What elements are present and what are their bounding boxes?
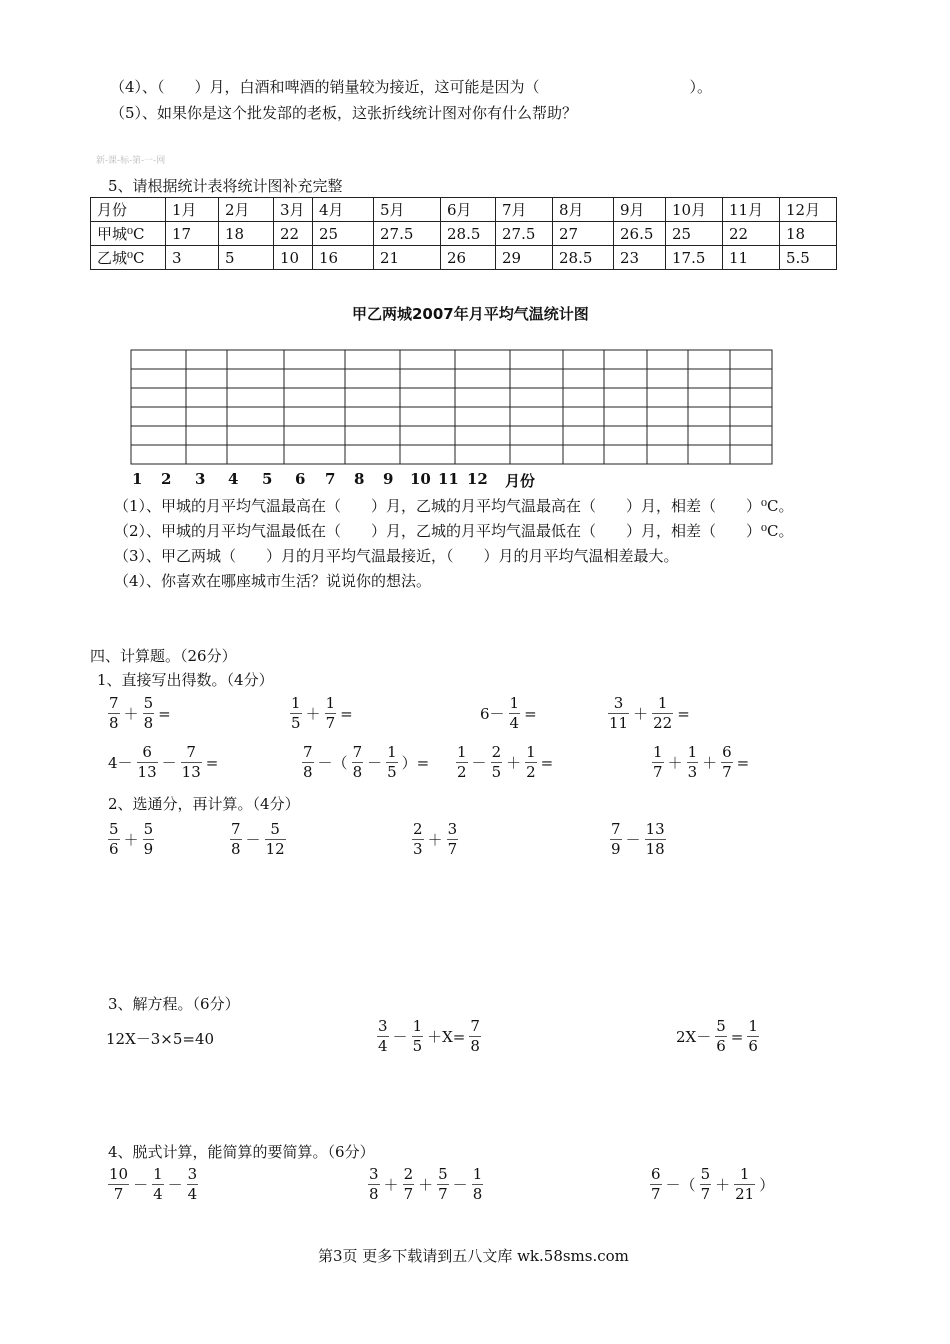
numerator: 2 [413, 820, 423, 838]
blank-chart-grid [130, 349, 774, 467]
numerator: 5 [700, 1165, 711, 1183]
numerator: 1 [325, 694, 336, 712]
numerator: 1 [657, 694, 668, 712]
x-tick-label: 3 [195, 470, 206, 488]
table-cell: 6月 [441, 198, 496, 222]
equation-3: 2X－ $\frac{5}{6}$ = $\frac{1}{6}$ [676, 1017, 758, 1055]
x-tick-label: 6 [295, 470, 306, 488]
expression: $\frac{1}{2}$ － $\frac{2}{5}$ ＋ $\frac{1}{2}$ = [457, 743, 554, 781]
denominator: 8 [352, 763, 363, 781]
numerator: 1 [526, 743, 536, 761]
denominator: 9 [611, 840, 621, 858]
denominator: 8 [109, 714, 119, 732]
numerator: 3 [447, 820, 458, 838]
denominator: 7 [651, 1185, 661, 1203]
denominator: 7 [700, 1185, 711, 1203]
denominator: 11 [609, 714, 629, 732]
table-cell: 5月 [374, 198, 441, 222]
expression: 4－ $\frac{6}{13}$ － $\frac{7}{13}$ = [108, 743, 219, 781]
numerator: 1 [472, 1165, 483, 1183]
table-cell: 7月 [496, 198, 553, 222]
x-tick-label: 12 [467, 470, 488, 488]
denominator: 8 [369, 1185, 379, 1203]
table-cell: 乙城⁰C [91, 246, 166, 270]
table-cell: 21 [374, 246, 441, 270]
x-tick-label: 7 [325, 470, 336, 488]
numerator: 1 [153, 1165, 163, 1183]
expression: $\frac{7}{8}$ －（ $\frac{7}{8}$ － $\frac{1}{5}$ ）= [303, 743, 430, 781]
x-tick-label: 4 [228, 470, 239, 488]
x-tick-label: 10 [410, 470, 431, 488]
expression: 6－ $\frac{1}{4}$ = [480, 694, 537, 732]
numerator: 2 [491, 743, 502, 761]
numerator: 1 [387, 743, 397, 761]
table-cell: 27.5 [496, 222, 553, 246]
table-cell: 17.5 [666, 246, 723, 270]
numerator: 7 [470, 1017, 480, 1035]
expression: $\frac{7}{8}$ － $\frac{5}{12}$ [231, 820, 285, 858]
table-cell: 10月 [666, 198, 723, 222]
expression: $\frac{1}{5}$ ＋ $\frac{1}{7}$ = [291, 694, 353, 732]
denominator: 6 [748, 1037, 758, 1055]
numerator: 5 [438, 1165, 448, 1183]
operand: 2X－ [676, 1028, 712, 1046]
numerator: 6 [651, 1165, 661, 1183]
denominator: 4 [187, 1185, 198, 1203]
table-cell: 4月 [313, 198, 374, 222]
numerator: 6 [142, 743, 152, 761]
table-cell: 27 [553, 222, 614, 246]
equation-2: $\frac{3}{4}$ － $\frac{1}{5}$ ＋X= $\frac{7}{8}$ [378, 1017, 480, 1055]
denominator: 13 [137, 763, 157, 781]
numerator: 2 [403, 1165, 414, 1183]
x-tick-label: 2 [161, 470, 172, 488]
section-5-title: 5、请根据统计表将统计图补充完整 [108, 177, 343, 195]
expression: $\frac{7}{9}$ － $\frac{13}{18}$ [611, 820, 665, 858]
numerator: 6 [722, 743, 732, 761]
expression: $\frac{3}{8}$ ＋ $\frac{2}{7}$ ＋ $\frac{5}{7}$ － $\frac{1}{8}$ [369, 1165, 483, 1203]
expression: $\frac{5}{6}$ ＋ $\frac{5}{9}$ [109, 820, 154, 858]
chart-question-2: （2）、甲城的月平均气温最低在（ ）月，乙城的月平均气温最低在（ ）月，相差（ ）⁰C。 [114, 522, 794, 540]
denominator: 21 [735, 1185, 755, 1203]
x-tick-label: 9 [383, 470, 394, 488]
numerator: 1 [457, 743, 467, 761]
table-cell: 5.5 [780, 246, 837, 270]
numerator: 5 [270, 820, 280, 838]
chart-question-3: （3）、甲乙两城（ ）月的月平均气温最接近，（ ）月的月平均气温相差最大。 [114, 547, 679, 565]
denominator: 3 [413, 840, 423, 858]
numerator: 3 [613, 694, 624, 712]
denominator: 5 [412, 1037, 423, 1055]
denominator: 7 [403, 1185, 414, 1203]
table-cell: 16 [313, 246, 374, 270]
numerator: 1 [739, 1165, 750, 1183]
denominator: 5 [387, 763, 397, 781]
expression: $\frac{1}{7}$ ＋ $\frac{1}{3}$ ＋ $\frac{6}{7}$ = [653, 743, 750, 781]
numerator: 1 [653, 743, 663, 761]
part-4-title: 四、计算题。（26分） [90, 647, 237, 665]
table-cell: 18 [219, 222, 274, 246]
numerator: 1 [509, 694, 520, 712]
x-tick-label: 5 [262, 470, 273, 488]
numerator: 7 [303, 743, 313, 761]
denominator: 6 [109, 840, 119, 858]
numerator: 7 [109, 694, 119, 712]
table-cell: 2月 [219, 198, 274, 222]
table-cell: 11月 [723, 198, 780, 222]
denominator: 7 [722, 763, 732, 781]
denominator: 7 [325, 714, 336, 732]
operand: 6－ [480, 705, 505, 723]
numerator: 10 [109, 1165, 129, 1183]
table-cell: 11 [723, 246, 780, 270]
denominator: 8 [231, 840, 241, 858]
denominator: 7 [438, 1185, 448, 1203]
table-cell: 17 [166, 222, 219, 246]
table-cell: 3 [166, 246, 219, 270]
table-cell: 18 [780, 222, 837, 246]
expression: $\frac{3}{11}$ ＋ $\frac{1}{22}$ = [609, 694, 690, 732]
numerator: 3 [187, 1165, 198, 1183]
denominator: 12 [265, 840, 285, 858]
x-tick-label: 11 [438, 470, 459, 488]
numerator: 1 [687, 743, 698, 761]
denominator: 7 [113, 1185, 124, 1203]
table-cell: 28.5 [441, 222, 496, 246]
table-cell: 5 [219, 246, 274, 270]
chart-question-1: （1）、甲城的月平均气温最高在（ ）月，乙城的月平均气温最高在（ ）月，相差（ ）⁰C。 [114, 497, 794, 515]
table-cell: 26.5 [614, 222, 666, 246]
numerator: 13 [645, 820, 665, 838]
temperature-table [90, 197, 837, 270]
expression: $\frac{6}{7}$ －（ $\frac{5}{7}$ ＋ $\frac{1}{21}$ ） [651, 1165, 775, 1203]
numerator: 1 [412, 1017, 423, 1035]
equation-1: 12X－3×5=40 [106, 1030, 215, 1048]
table-cell: 22 [274, 222, 313, 246]
numerator: 5 [109, 820, 119, 838]
sub-4-title: 4、脱式计算，能简算的要简算。（6分） [108, 1143, 375, 1161]
table-cell: 12月 [780, 198, 837, 222]
denominator: 6 [716, 1037, 726, 1055]
denominator: 5 [291, 714, 301, 732]
table-cell: 3月 [274, 198, 313, 222]
denominator: 9 [143, 840, 154, 858]
expression: $\frac{7}{8}$ ＋ $\frac{5}{8}$ = [109, 694, 171, 732]
numerator: 3 [369, 1165, 379, 1183]
table-cell: 28.5 [553, 246, 614, 270]
table-cell: 25 [313, 222, 374, 246]
operand: 4－ [108, 754, 133, 772]
numerator: 3 [378, 1017, 388, 1035]
table-cell: 22 [723, 222, 780, 246]
numerator: 5 [716, 1017, 726, 1035]
x-tick-label: 8 [354, 470, 365, 488]
page-footer: 第3页 更多下载请到五八文库 wk.58sms.com [318, 1247, 629, 1265]
sub-3-title: 3、解方程。（6分） [108, 995, 240, 1013]
denominator: 4 [509, 714, 520, 732]
x-tick-label: 1 [132, 470, 143, 488]
denominator: 2 [457, 763, 467, 781]
table-cell: 25 [666, 222, 723, 246]
sub-1-title: 1、直接写出得数。（4分） [97, 671, 274, 689]
question-4-text: （4）、（ ）月，白酒和啤酒的销量较为接近，这可能是因为（ ）。 [110, 78, 713, 96]
numerator: 7 [231, 820, 241, 838]
table-cell: 甲城⁰C [91, 222, 166, 246]
watermark: 新-课-标-第-一-网 [96, 156, 166, 166]
table-cell: 月份 [91, 198, 166, 222]
numerator: 7 [611, 820, 621, 838]
table-row [91, 246, 837, 270]
x-axis-unit: 月份 [505, 472, 536, 490]
denominator: 13 [181, 763, 201, 781]
numerator: 1 [748, 1017, 758, 1035]
denominator: 8 [470, 1037, 480, 1055]
table-cell: 27.5 [374, 222, 441, 246]
denominator: 4 [153, 1185, 163, 1203]
table-cell: 8月 [553, 198, 614, 222]
numerator: 7 [186, 743, 196, 761]
denominator: 18 [645, 840, 665, 858]
expression: $\frac{10}{7}$ － $\frac{1}{4}$ － $\frac{3}{4}$ [109, 1165, 198, 1203]
denominator: 3 [687, 763, 698, 781]
denominator: 8 [143, 714, 154, 732]
sub-2-title: 2、选通分，再计算。（4分） [108, 795, 300, 813]
denominator: 4 [378, 1037, 388, 1055]
table-row [91, 222, 837, 246]
table-header-row [91, 198, 837, 222]
question-5-text: （5）、如果你是这个批发部的老板，这张折线统计图对你有什么帮助？ [110, 104, 578, 122]
denominator: 5 [491, 763, 502, 781]
denominator: 8 [472, 1185, 483, 1203]
numerator: 1 [291, 694, 301, 712]
denominator: 7 [653, 763, 663, 781]
denominator: 7 [447, 840, 458, 858]
table-cell: 23 [614, 246, 666, 270]
numerator: 7 [352, 743, 363, 761]
denominator: 8 [303, 763, 313, 781]
chart-title: 甲乙两城2007年月平均气温统计图 [352, 305, 589, 323]
numerator: 5 [143, 820, 154, 838]
table-cell: 9月 [614, 198, 666, 222]
numerator: 5 [143, 694, 154, 712]
denominator: 2 [526, 763, 536, 781]
chart-question-4: （4）、你喜欢在哪座城市生活？说说你的想法。 [114, 572, 432, 590]
table-cell: 26 [441, 246, 496, 270]
denominator: 22 [653, 714, 673, 732]
expression: $\frac{2}{3}$ ＋ $\frac{3}{7}$ [413, 820, 458, 858]
table-cell: 10 [274, 246, 313, 270]
table-cell: 1月 [166, 198, 219, 222]
table-cell: 29 [496, 246, 553, 270]
